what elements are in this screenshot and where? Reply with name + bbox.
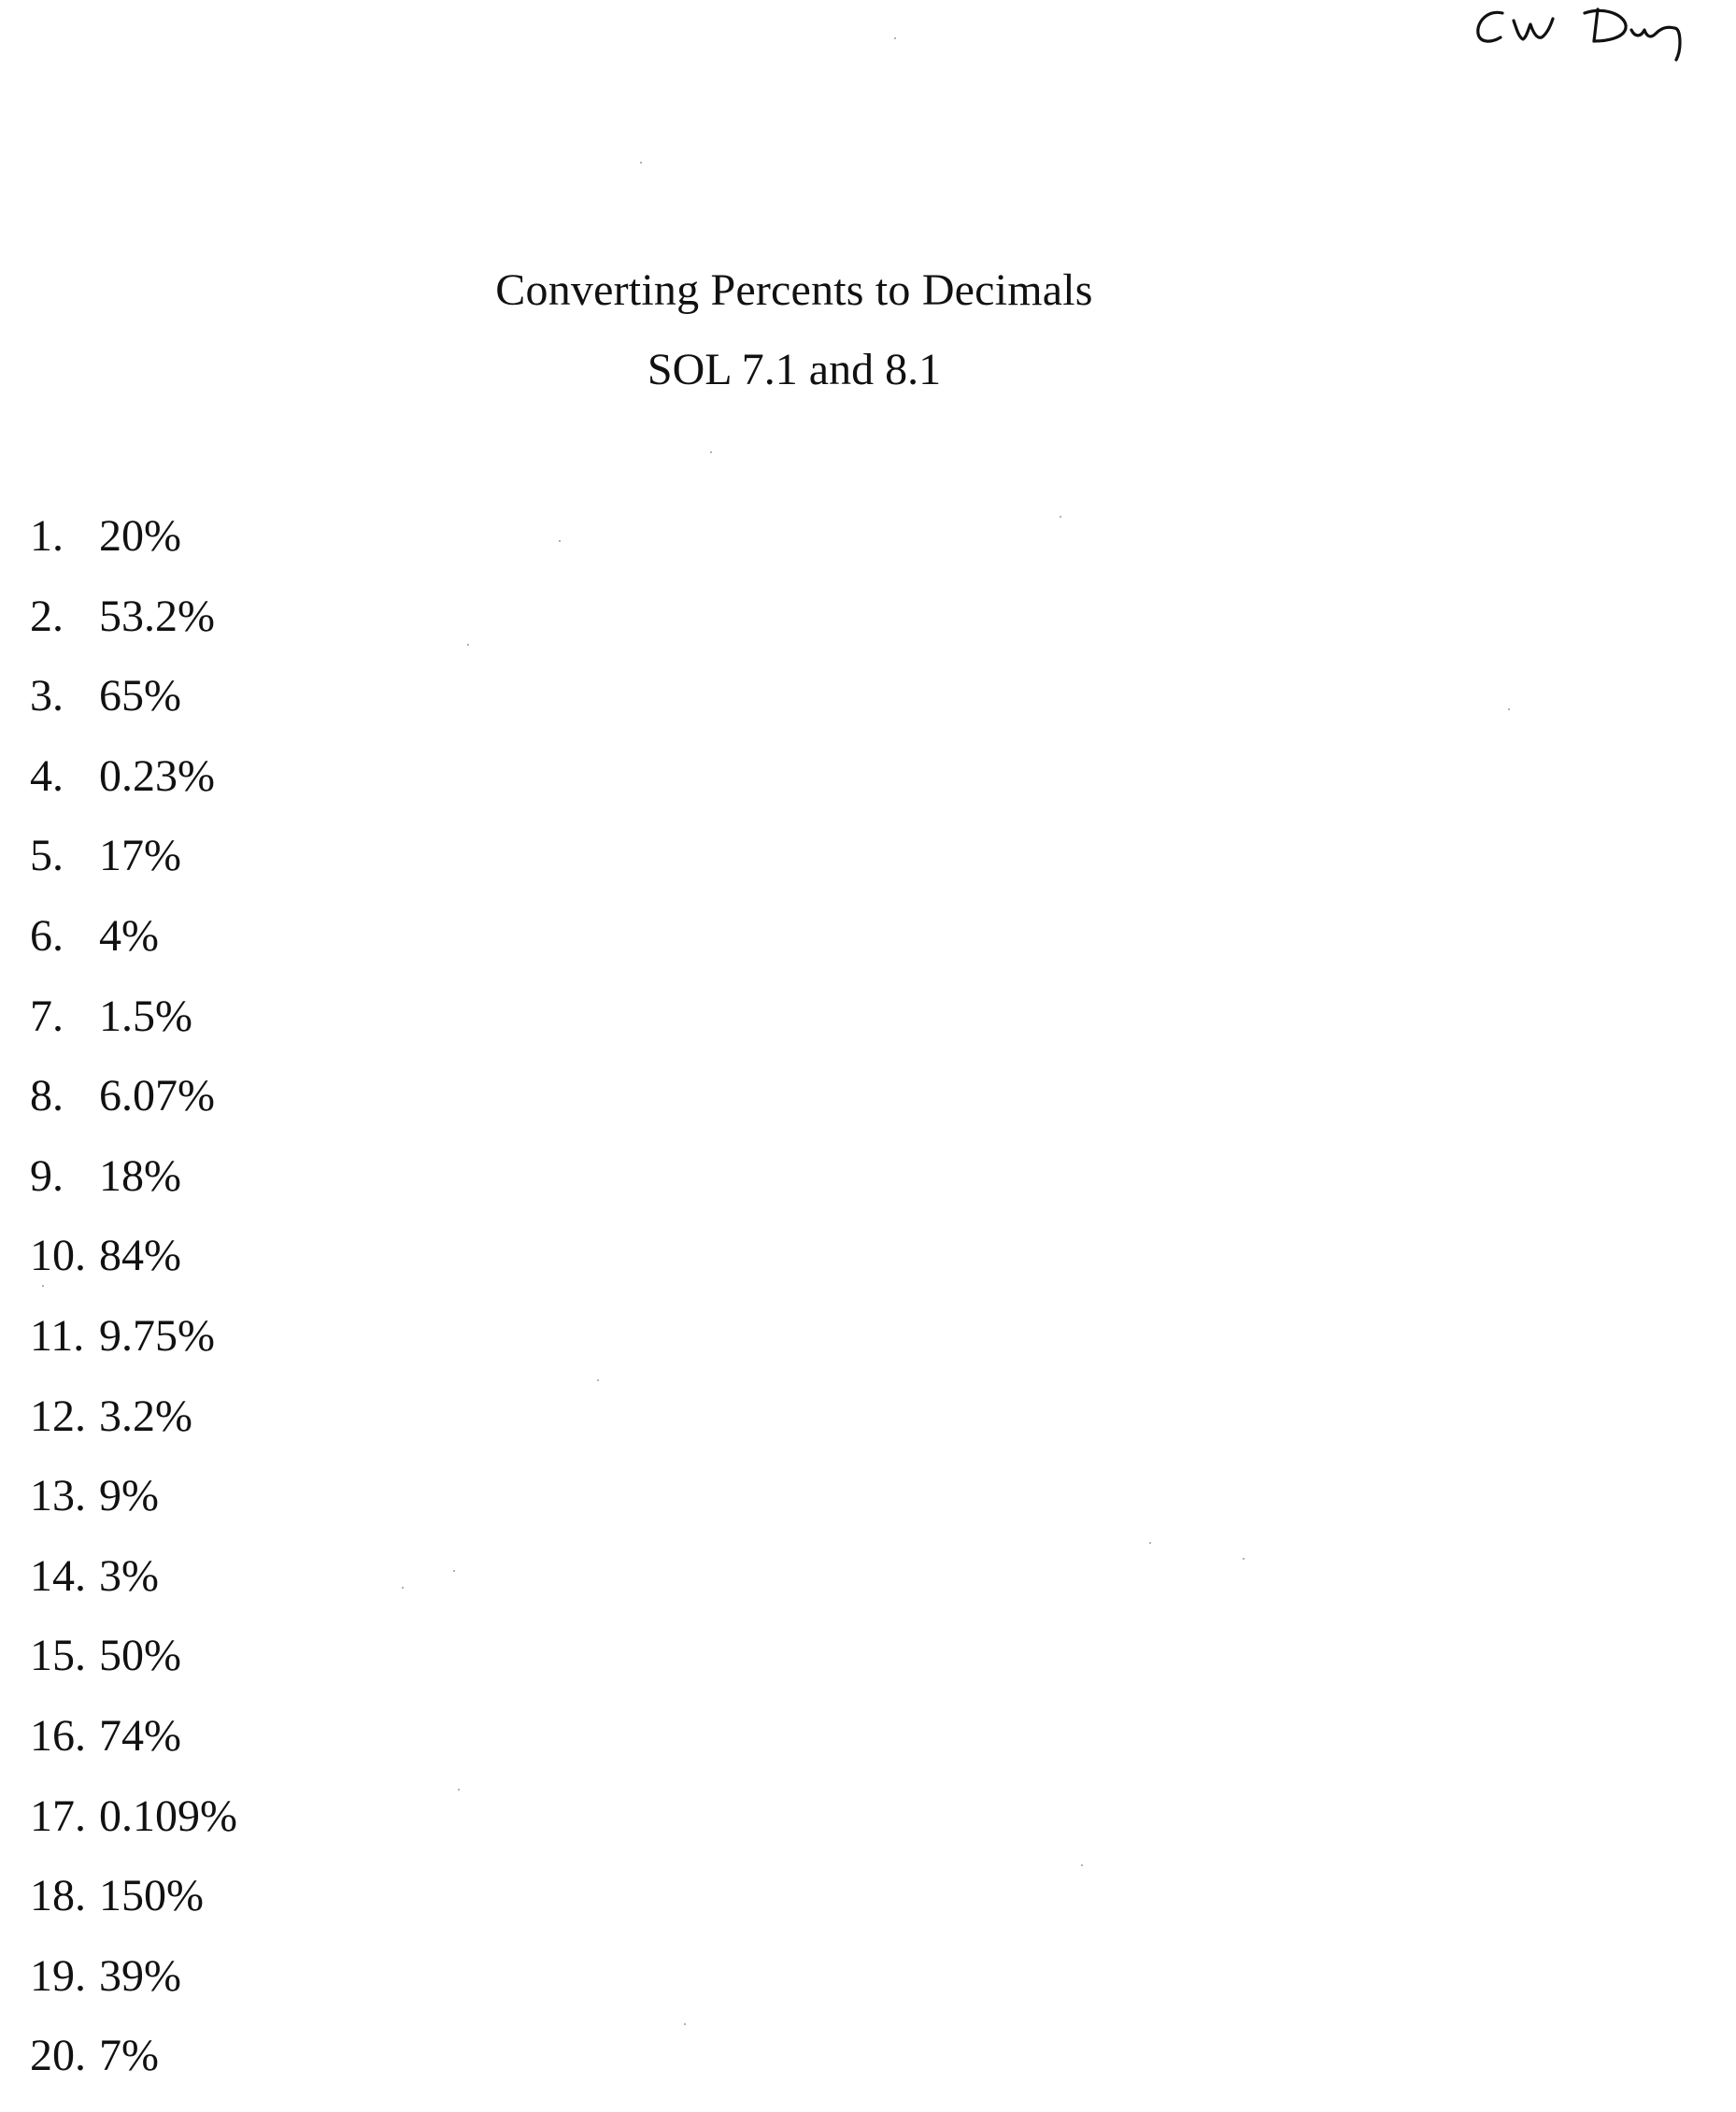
- problem-value: 50%: [99, 1631, 181, 1681]
- scan-speck: [559, 540, 561, 542]
- problem-value: 9.75%: [99, 1310, 215, 1361]
- problem-value: 65%: [99, 671, 181, 721]
- problem-value: 20%: [99, 511, 181, 561]
- problem-number: 3.: [30, 671, 64, 721]
- problem-item: [30, 590, 237, 670]
- problem-value: 6.07%: [99, 1071, 215, 1121]
- problem-value: 17%: [99, 831, 181, 881]
- problem-item: [30, 829, 237, 909]
- problem-number: 17.: [30, 1791, 86, 1841]
- problem-number: 13.: [30, 1471, 86, 1521]
- problem-number: 18.: [30, 1871, 86, 1921]
- problem-value: 74%: [99, 1710, 181, 1761]
- problem-number: 19.: [30, 1950, 86, 2001]
- problem-value: 3.2%: [99, 1391, 192, 1441]
- scan-speck: [458, 1789, 460, 1791]
- problem-list: [30, 509, 237, 2109]
- problem-value: 7%: [99, 2031, 159, 2081]
- scan-speck: [597, 1379, 599, 1381]
- problem-value: 3%: [99, 1550, 159, 1601]
- scan-speck: [1149, 1542, 1151, 1544]
- problem-item: [30, 1629, 237, 1709]
- handwritten-note: [1467, 0, 1719, 65]
- problem-number: 10.: [30, 1231, 86, 1281]
- scan-speck: [1508, 708, 1510, 710]
- scan-speck: [1081, 1864, 1083, 1866]
- problem-number: 15.: [30, 1631, 86, 1681]
- problem-value: 39%: [99, 1950, 181, 2001]
- problem-number: 12.: [30, 1391, 86, 1441]
- scan-speck: [467, 644, 469, 646]
- scan-speck: [894, 37, 896, 39]
- problem-item: [30, 990, 237, 1070]
- problem-value: 84%: [99, 1231, 181, 1281]
- problem-number: 16.: [30, 1710, 86, 1761]
- problem-item: [30, 1949, 237, 2030]
- problem-item: [30, 1309, 237, 1390]
- problem-item: [30, 1229, 237, 1309]
- problem-item: [30, 1469, 237, 1549]
- problem-item: [30, 1069, 237, 1149]
- scan-speck: [684, 2023, 686, 2025]
- problem-item: [30, 1709, 237, 1790]
- scan-speck: [42, 1285, 44, 1287]
- problem-number: 11.: [30, 1310, 85, 1361]
- worksheet-title: Converting Percents to Decimals: [495, 265, 1093, 315]
- problem-number: 20.: [30, 2031, 86, 2081]
- worksheet-subtitle: SOL 7.1 and 8.1: [647, 345, 942, 394]
- problem-value: 0.23%: [99, 750, 215, 801]
- problem-item: [30, 749, 237, 830]
- problem-value: 150%: [99, 1871, 204, 1921]
- problem-number: 9.: [30, 1150, 64, 1201]
- problem-number: 2.: [30, 591, 64, 641]
- problem-number: 1.: [30, 511, 64, 561]
- problem-item: [30, 909, 237, 990]
- problem-value: 53.2%: [99, 591, 215, 641]
- handwritten-note-drawing: [1467, 0, 1719, 65]
- problem-item: [30, 1790, 237, 1870]
- scan-speck: [640, 162, 642, 164]
- problem-number: 4.: [30, 750, 64, 801]
- scan-speck: [1060, 516, 1061, 518]
- problem-number: 5.: [30, 831, 64, 881]
- problem-value: 4%: [99, 910, 159, 961]
- scan-speck: [1243, 1558, 1245, 1560]
- problem-number: 7.: [30, 991, 64, 1041]
- problem-value: 0.109%: [99, 1791, 237, 1841]
- problem-number: 8.: [30, 1071, 64, 1121]
- scan-speck: [453, 1570, 455, 1572]
- scan-speck: [402, 1587, 404, 1589]
- problem-item: [30, 2029, 237, 2109]
- problem-value: 18%: [99, 1150, 181, 1201]
- problem-item: [30, 1869, 237, 1949]
- problem-item: [30, 509, 237, 590]
- scan-speck: [710, 451, 712, 453]
- problem-number: 14.: [30, 1550, 86, 1601]
- problem-number: 6.: [30, 910, 64, 961]
- problem-item: [30, 1549, 237, 1630]
- problem-item: [30, 1149, 237, 1230]
- problem-value: 9%: [99, 1471, 159, 1521]
- problem-value: 1.5%: [99, 991, 192, 1041]
- problem-item: [30, 1390, 237, 1470]
- problem-item: [30, 669, 237, 749]
